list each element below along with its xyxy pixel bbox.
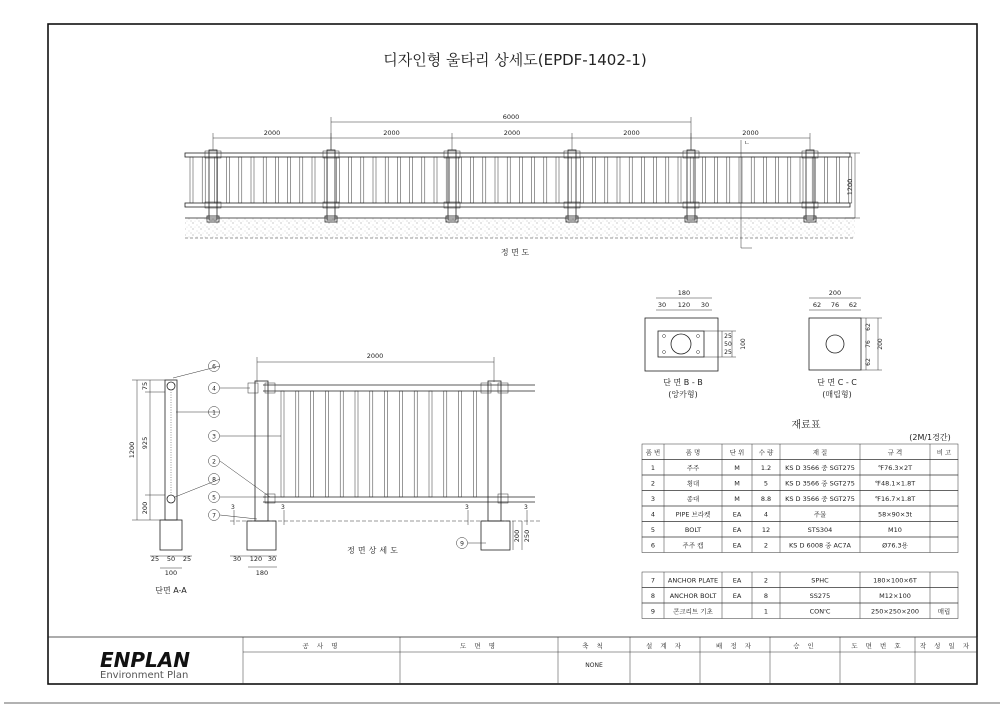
detail-balloon-4 — [209, 383, 251, 394]
detail-dim-f0: 200 — [513, 529, 521, 543]
aa-balloon-1 — [176, 407, 220, 418]
detail-picket — [429, 391, 432, 497]
front-picket — [800, 157, 803, 203]
materials-cell: M10 — [888, 526, 902, 534]
front-picket — [544, 157, 547, 203]
cc-dim-t1: 76 — [830, 301, 840, 309]
front-picket — [495, 157, 498, 203]
bb-sub: (앙카형) — [668, 390, 698, 399]
detail-picket — [399, 391, 402, 497]
materials-cell: 주물 — [813, 510, 827, 519]
front-picket — [251, 157, 254, 203]
front-picket — [690, 157, 693, 203]
detail-dim-btotal: 180 — [255, 569, 269, 577]
front-dim-span-3: 2000 — [623, 129, 640, 137]
front-picket — [471, 157, 474, 203]
front-picket — [776, 157, 779, 203]
section-bb — [645, 289, 747, 399]
front-picket — [519, 157, 522, 203]
front-picket — [605, 157, 608, 203]
detail-caption: 정면상세도 — [347, 546, 401, 555]
detail-balloon-2 — [209, 456, 271, 498]
materials-cell: 6 — [650, 541, 656, 550]
materials-cell: 2 — [763, 541, 769, 550]
materials-cell: 1 — [650, 464, 656, 472]
materials-cell: ℉76.3×2T — [877, 464, 913, 472]
materials-cell: 2 — [650, 479, 656, 488]
detail-picket — [296, 391, 299, 497]
materials-cell: 8 — [650, 592, 656, 600]
cc-dim-s2: 62 — [865, 358, 872, 366]
front-caption: 정 면 도 — [500, 248, 530, 257]
materials-cell: ANCHOR BOLT — [669, 592, 717, 600]
front-post — [568, 150, 576, 220]
cc-footing — [809, 318, 861, 370]
materials-cell: 180×100×6T — [873, 576, 917, 585]
bb-dim-s2: 25 — [724, 349, 732, 356]
detail-balloon-7 — [209, 510, 258, 521]
aa-dim-btotal: 100 — [164, 569, 178, 577]
front-picket — [336, 157, 339, 203]
materials-title: 재료표 — [791, 420, 821, 431]
aa-dim-b2: 25 — [182, 555, 192, 563]
detail-picket — [459, 391, 462, 497]
title-block-label: 축 척 — [582, 642, 606, 650]
aa-dim-v1: 925 — [141, 436, 149, 450]
detail-picket — [311, 391, 314, 497]
materials-cell: KS D 6008 중 AC7A — [789, 541, 851, 550]
svg-text:1: 1 — [212, 409, 216, 417]
front-post — [327, 150, 335, 220]
front-picket — [763, 157, 766, 203]
materials-cell: 5 — [763, 479, 769, 488]
front-picket — [641, 157, 644, 203]
materials-cell: 품 번 — [645, 448, 661, 457]
front-picket — [739, 157, 742, 203]
materials-cell: M — [734, 479, 740, 488]
front-picket — [263, 157, 266, 203]
materials-cell: ℉16.7×1.8T — [874, 495, 916, 503]
cc-dim-t0: 62 — [812, 301, 822, 309]
front-picket — [202, 157, 205, 203]
detail-dim-span: 2000 — [366, 352, 384, 360]
materials-cell: EA — [732, 576, 742, 585]
materials-cell: 4 — [650, 510, 656, 519]
materials-cell: KS D 3566 중 SGT275 — [785, 495, 855, 503]
materials-cell: 주주 캡 — [682, 541, 704, 550]
materials-cell: 콘크리트 기초 — [673, 607, 713, 616]
materials-cell: 비 고 — [936, 448, 952, 457]
front-picket — [312, 157, 315, 203]
detail-tick-2: 3 — [465, 504, 469, 511]
front-post — [209, 150, 217, 220]
materials-cell: EA — [732, 526, 742, 534]
bb-dim-s1: 50 — [724, 341, 732, 348]
front-picket — [434, 157, 437, 203]
detail-dim-b2: 30 — [267, 555, 277, 563]
detail-view — [209, 352, 541, 577]
title-block-label: 승 인 — [793, 642, 817, 650]
materials-cell: 주주 — [686, 464, 700, 472]
materials-cell: Ø76.3용 — [882, 541, 908, 550]
detail-picket — [414, 391, 417, 497]
front-picket — [458, 157, 461, 203]
title-block-label: 도 면 명 — [460, 642, 498, 650]
front-picket — [349, 157, 352, 203]
front-picket — [507, 157, 510, 203]
materials-cell: SPHC — [811, 576, 829, 585]
detail-picket — [281, 391, 284, 497]
svg-text:6: 6 — [212, 363, 216, 371]
cc-post — [826, 335, 844, 353]
cc-dim-t2: 62 — [848, 301, 858, 309]
front-picket — [580, 157, 583, 203]
detail-picket — [473, 391, 476, 497]
title-block-label: 설 계 자 — [646, 642, 684, 650]
sheet-border — [48, 24, 977, 684]
materials-cell: 8 — [763, 592, 769, 600]
front-picket — [666, 157, 669, 203]
materials-cell: 횡대 — [686, 479, 700, 488]
materials-cell: ℉48.1×1.8T — [874, 479, 916, 488]
cc-dim-s3: 200 — [877, 338, 884, 350]
bb-post — [671, 334, 691, 354]
bb-dim-t0: 30 — [657, 301, 667, 309]
front-picket — [410, 157, 413, 203]
svg-text:ㄴ: ㄴ — [744, 140, 750, 147]
front-post — [806, 150, 814, 220]
logo-sub: Environment Plan — [100, 670, 189, 681]
detail-tick-0: 3 — [231, 504, 235, 511]
front-picket — [190, 157, 193, 203]
title-block-label: 공 사 명 — [302, 642, 341, 650]
materials-cell: 5 — [650, 526, 656, 534]
materials-cell: 품 명 — [685, 448, 701, 457]
svg-text:4: 4 — [212, 385, 216, 393]
front-dim-span-0: 2000 — [263, 129, 281, 137]
front-picket — [361, 157, 364, 203]
materials-cell: 단 위 — [729, 448, 745, 457]
logo: ENPLAN — [100, 648, 191, 672]
front-picket — [702, 157, 705, 203]
detail-balloon-9 — [457, 538, 487, 549]
front-picket — [227, 157, 230, 203]
aa-dim-b1: 50 — [166, 555, 176, 563]
materials-cell: M — [734, 464, 740, 472]
detail-picket — [340, 391, 343, 497]
front-picket — [751, 157, 754, 203]
title-block-label: 도 면 번 호 — [851, 642, 904, 650]
front-picket — [239, 157, 242, 203]
materials-cell: 종대 — [686, 495, 700, 503]
materials-cell: EA — [732, 541, 742, 550]
materials-cell: 4 — [763, 510, 769, 519]
detail-balloon-3 — [209, 431, 282, 442]
detail-tick-3: 3 — [524, 504, 528, 511]
front-picket — [385, 157, 388, 203]
materials-note: (2M/1경간) — [909, 433, 951, 442]
aa-balloon-6 — [173, 361, 220, 379]
detail-dim-f1: 250 — [523, 529, 531, 543]
front-picket — [300, 157, 303, 203]
bb-dim-s0: 25 — [724, 333, 732, 340]
front-picket — [288, 157, 291, 203]
front-picket — [654, 157, 657, 203]
detail-picket — [325, 391, 328, 497]
materials-cell: 3 — [650, 495, 656, 503]
drawing-title: 디자인형 울타리 상세도(EPDF-1402-1) — [383, 51, 647, 69]
front-dim-total: 6000 — [502, 113, 520, 121]
front-view — [185, 113, 860, 257]
svg-text:8: 8 — [212, 476, 216, 484]
svg-text:7: 7 — [212, 512, 216, 520]
materials-cell: 250×250×200 — [870, 607, 920, 616]
materials-cell: 8.8 — [760, 495, 772, 503]
title-block — [48, 637, 977, 684]
svg-text:3: 3 — [212, 433, 216, 441]
front-picket — [422, 157, 425, 203]
materials-cell: 규 격 — [887, 448, 903, 457]
materials-cell: 1.2 — [760, 464, 772, 472]
detail-picket — [355, 391, 358, 497]
front-dim-height: 1200 — [846, 178, 854, 196]
detail-dim-b0: 30 — [232, 555, 242, 563]
detail-picket — [370, 391, 373, 497]
materials-table — [642, 418, 958, 619]
materials-cell: EA — [732, 592, 742, 600]
materials-cell: 1 — [763, 607, 769, 616]
front-picket — [837, 157, 840, 203]
cc-dim-s0: 62 — [865, 323, 872, 331]
cc-dim-top: 200 — [828, 289, 842, 297]
bb-dim-top: 180 — [677, 289, 691, 297]
title-block-label: 배 정 자 — [716, 642, 754, 650]
materials-cell: PIPE 브라켓 — [675, 510, 711, 519]
front-picket — [483, 157, 486, 203]
front-dim-span-2: 2000 — [503, 129, 521, 137]
front-picket — [568, 157, 571, 203]
front-picket — [373, 157, 376, 203]
front-picket — [678, 157, 681, 203]
materials-cell: M12×100 — [879, 592, 911, 600]
bb-dim-s3: 100 — [740, 338, 747, 350]
front-picket — [593, 157, 596, 203]
front-picket — [556, 157, 559, 203]
aa-dim-total: 1200 — [128, 441, 136, 459]
aa-dim-b0: 25 — [150, 555, 160, 563]
front-dim-span-4: 2000 — [742, 129, 759, 137]
materials-cell: STS304 — [807, 526, 833, 534]
front-picket — [788, 157, 791, 203]
scale-value: NONE — [585, 662, 603, 669]
materials-cell: 9 — [650, 607, 656, 616]
section-cc — [809, 289, 884, 399]
front-picket — [824, 157, 827, 203]
front-post — [687, 150, 695, 220]
detail-post-right — [488, 381, 501, 521]
detail-picket — [444, 391, 447, 497]
aa-caption: 단면 A-A — [155, 586, 187, 595]
detail-footing-right — [481, 521, 510, 550]
detail-dim-b1: 120 — [249, 555, 263, 563]
cc-sub: (매립형) — [822, 390, 852, 399]
detail-footing-left — [247, 521, 276, 550]
materials-cell: 12 — [761, 526, 771, 534]
bb-caption: 단 면 B - B — [663, 378, 703, 387]
aa-dim-v0: 75 — [141, 381, 149, 391]
bb-dim-t2: 30 — [700, 301, 710, 309]
detail-balloon-5 — [209, 492, 267, 503]
materials-cell: KS D 3566 중 SGT275 — [785, 479, 855, 488]
materials-cell: 58×90×3t — [877, 510, 913, 519]
front-picket — [629, 157, 632, 203]
detail-post-left — [255, 381, 268, 521]
front-picket — [397, 157, 400, 203]
materials-cell: 재 질 — [812, 448, 828, 457]
front-picket — [617, 157, 620, 203]
materials-cell: 2 — [763, 576, 769, 585]
materials-cell: BOLT — [684, 526, 702, 534]
section-aa — [128, 361, 220, 596]
cc-dim-s1: 76 — [865, 340, 872, 348]
front-ground — [185, 218, 855, 238]
materials-cell: 수 량 — [758, 448, 774, 457]
svg-text:5: 5 — [212, 494, 216, 502]
svg-text:2: 2 — [212, 458, 216, 466]
materials-cell: KS D 3566 중 SGT275 — [785, 464, 855, 472]
detail-tick-1: 3 — [281, 504, 285, 511]
front-picket — [532, 157, 535, 203]
cc-caption: 단 면 C - C — [817, 378, 857, 387]
materials-cell: ANCHOR PLATE — [667, 576, 719, 585]
bb-footing — [645, 318, 718, 371]
front-picket — [727, 157, 730, 203]
bb-dim-t1: 120 — [677, 301, 691, 309]
title-block-label: 작 성 일 자 — [919, 642, 973, 650]
front-picket — [275, 157, 278, 203]
materials-cell: EA — [732, 510, 742, 519]
materials-cell: 7 — [650, 576, 656, 585]
aa-dim-v2: 200 — [141, 501, 149, 515]
materials-cell: M — [734, 495, 740, 503]
svg-text:9: 9 — [460, 540, 464, 548]
detail-picket — [385, 391, 388, 497]
front-picket — [715, 157, 718, 203]
materials-cell: 매립 — [937, 607, 951, 616]
front-dim-span-1: 2000 — [383, 129, 400, 137]
materials-cell: CON'C — [809, 607, 831, 616]
materials-cell: SS275 — [809, 592, 831, 600]
